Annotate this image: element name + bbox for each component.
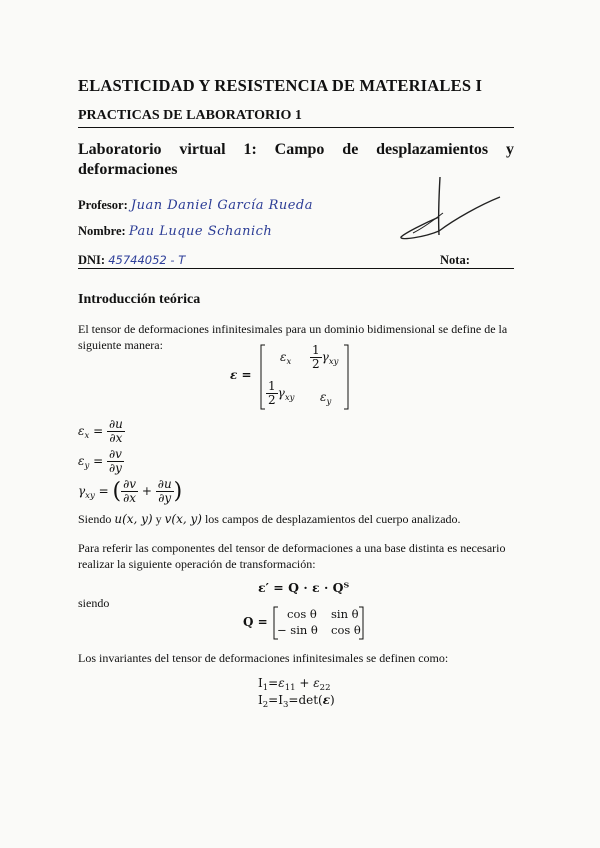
p2-u: u(x, y): [114, 512, 153, 526]
profesor-label: Profesor:: [78, 198, 128, 212]
document-subtitle: PRACTICAS DE LABORATORIO 1: [78, 108, 302, 123]
q-symbol: Q =: [243, 615, 268, 629]
p2-y: y: [155, 512, 162, 526]
q-cell-22: cos θ: [331, 623, 361, 637]
profesor-value: Juan Daniel García Rueda: [130, 198, 313, 213]
q-cell-21: − sin θ: [277, 623, 318, 637]
q-cell-12: sin θ: [331, 607, 359, 621]
fields-rule: [78, 268, 514, 269]
siendo-label: siendo: [78, 596, 110, 610]
p2-pre: Siendo: [78, 512, 112, 526]
strain-tensor-equation: [228, 344, 358, 410]
dni-label: DNI:: [78, 253, 106, 267]
invariant-2: $I_2=I_3=\det(\varepsilon)$: [258, 693, 335, 710]
transform-equation: ε′ = Q · ε · Qᵀ: [258, 580, 350, 595]
p2-v: v(x, y): [164, 512, 202, 526]
header-rule: [78, 127, 514, 128]
nombre-label: Nombre:: [78, 224, 126, 238]
matrix-cell-22: $\varepsilon_y$: [320, 390, 332, 407]
equation-gamma-xy: $\gamma_{xy}$ = ( $\frac{\partial v}{\partial x}$ + $\frac{\partial u}{\partial y}$ ): [78, 477, 183, 505]
paragraph-displacements: [78, 512, 514, 528]
matrix-cell-12: $\frac{1}{2}$ $\gamma_{xy}$: [312, 343, 339, 371]
dni-field: [78, 253, 185, 268]
nombre-value: Pau Luque Schanich: [128, 224, 273, 239]
matrix-cell-11: $\varepsilon_x$: [280, 350, 292, 367]
strain-tensor-symbol: ε =: [230, 368, 252, 382]
profesor-field: [78, 198, 313, 213]
equation-epsilon-y: $\varepsilon_y$ = $\frac{\partial v}{\partial y}$: [78, 447, 122, 475]
document-title: ELASTICIDAD Y RESISTENCIA DE MATERIALES I: [78, 76, 483, 95]
paragraph-invariants: Los invariantes del tensor de deformaciones infinitesimales se definen como:: [78, 651, 449, 665]
invariant-1: $I_1=\varepsilon_{11} + \varepsilon_{22}$: [258, 676, 331, 693]
nombre-field: [78, 224, 272, 239]
matrix-cell-21: $\frac{1}{2}$ $\gamma_{xy}$: [268, 379, 295, 407]
lab-title: Laboratorio virtual 1: Campo de desplazamientos y deformaciones: [78, 141, 514, 178]
signature-image: [395, 175, 505, 245]
q-cell-11: cos θ: [287, 607, 317, 621]
p2-post: los campos de desplazamientos del cuerpo analizado.: [204, 512, 461, 526]
paragraph-transformation: Para referir las componentes del tensor de deformaciones a una base distinta es necesario realizar la siguiente operación de transformación:: [78, 541, 506, 571]
rotation-matrix-equation: [243, 606, 373, 640]
section-title: Introducción teórica: [78, 292, 201, 307]
paragraph-definition: El tensor de deformaciones infinitesimales para un dominio bidimensional se define de la siguiente manera:: [78, 322, 508, 352]
nota-label: Nota:: [440, 253, 470, 267]
equation-epsilon-x: $\varepsilon_x$ = $\frac{\partial u}{\partial x}$: [78, 417, 123, 445]
dni-value: 45744052 - T: [108, 253, 186, 267]
